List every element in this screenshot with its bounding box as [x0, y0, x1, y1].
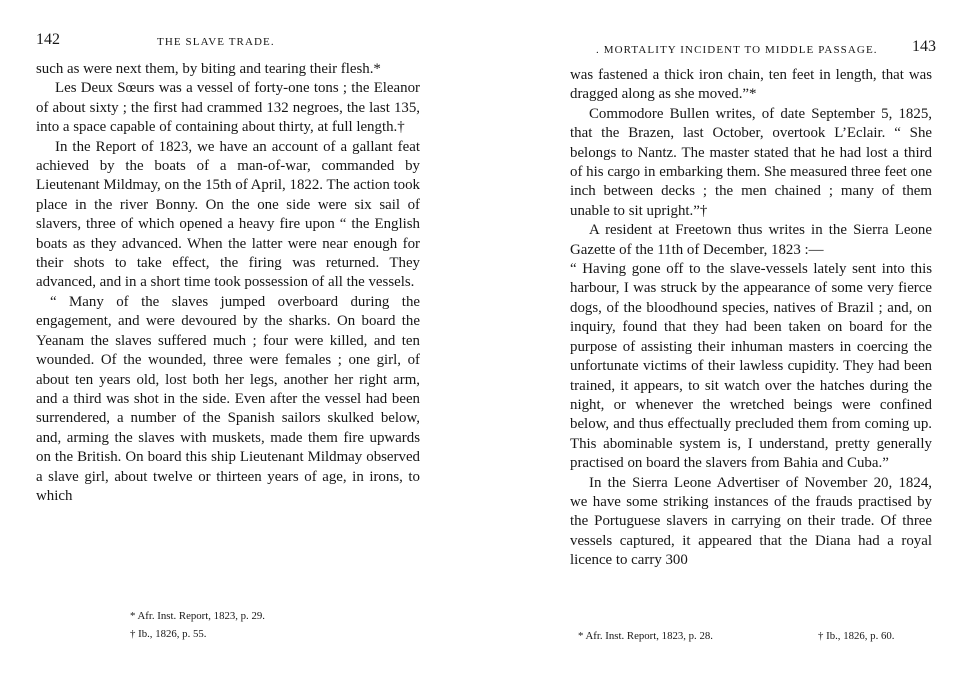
page-number: 143: [912, 38, 936, 55]
footnote: † Ib., 1826, p. 60.: [818, 630, 895, 642]
running-title: THE SLAVE TRADE.: [157, 36, 275, 48]
paragraph: such as were next them, by biting and tearing their flesh.*: [36, 61, 381, 77]
paragraph: Les Deux Sœurs was a vessel of forty-one tons ; the Eleanor of about sixty ; the first had crammed 132 negroes, the last 135, into a space capable of containing about thirty, at full length.†: [36, 80, 420, 136]
body-text: [36, 60, 420, 506]
paragraph: In the Sierra Leone Advertiser of November 20, 1824, we have some striking instances of the frauds practised by the Portuguese slavers in carrying on their trade. Of three vessels captured, it appeared that the Diana had a royal licence to carry 300: [570, 474, 932, 569]
footnote: † Ib., 1826, p. 55.: [130, 628, 207, 640]
paragraph: “ Many of the slaves jumped overboard during the engagement, and were devoured by the sharks. On board the Yeanam the slaves suffered much ; four were killed, and ten wounded. Of the wounded, three were females ; one girl, of about ten years old, lost both her legs, another her right arm, and a third was shot in the side. Even after the vessel had been surrendered, a number of the Spanish sailors skulked below, and, arming the slaves with muskets, made them fire upwards on the British. On board this ship Lieutenant Mildmay observed a slave girl, about twelve or thirteen years of age, in irons, to which: [36, 293, 420, 504]
running-title: . MORTALITY INCIDENT TO MIDDLE PASSAGE.: [596, 44, 878, 56]
footnote: * Afr. Inst. Report, 1823, p. 29.: [130, 610, 265, 622]
body-text: [570, 66, 932, 571]
footnote: * Afr. Inst. Report, 1823, p. 28.: [578, 630, 713, 642]
paragraph: “ Having gone off to the slave-vessels lately sent into this harbour, I was struck by the appearance of some very fierce dogs, of the bloodhound species, natives of Brazil ; and, on inquiry, found that they had been taken on board for the purpose of assisting their inhuman masters in coercing the unfortunate victims of their lawless cupidity. They had been trained, it appears, to sit watch over the hatches during the night, or whenever the wretched beings were confined below, and thus effectually precluded them from coming up. This abominable system is, I understand, pretty generally practised on board the slavers from Bahia and Cuba.”: [570, 261, 932, 472]
page-number: 142: [36, 31, 60, 48]
paragraph: was fastened a thick iron chain, ten feet in length, that was dragged along as she moved.”*: [570, 67, 932, 103]
right-page: [490, 0, 980, 680]
paragraph: In the Report of 1823, we have an account of a gallant feat achieved by the boats of a man-of-war, commanded by Lieutenant Mildmay, on the 15th of April, 1822. The action took place in the river Bonny. On the one side were six sail of slavers, three of which opened a heavy fire upon “ the English boats as they advanced. When the latter were near enough for their shots to take effect, the firing was returned. They advanced, and in a short time took possession of all the vessels.: [36, 138, 420, 291]
paragraph: A resident at Freetown thus writes in the Sierra Leone Gazette of the 11th of December, 1823 :—: [570, 222, 932, 258]
paragraph: Commodore Bullen writes, of date September 5, 1825, that the Brazen, last October, overtook L’Eclair. “ She belongs to Nantz. The master stated that he had lost a third of his cargo in embarking them. She measured three feet one inch between decks ; the men chained ; many of them unable to sit upright.”†: [570, 105, 932, 219]
